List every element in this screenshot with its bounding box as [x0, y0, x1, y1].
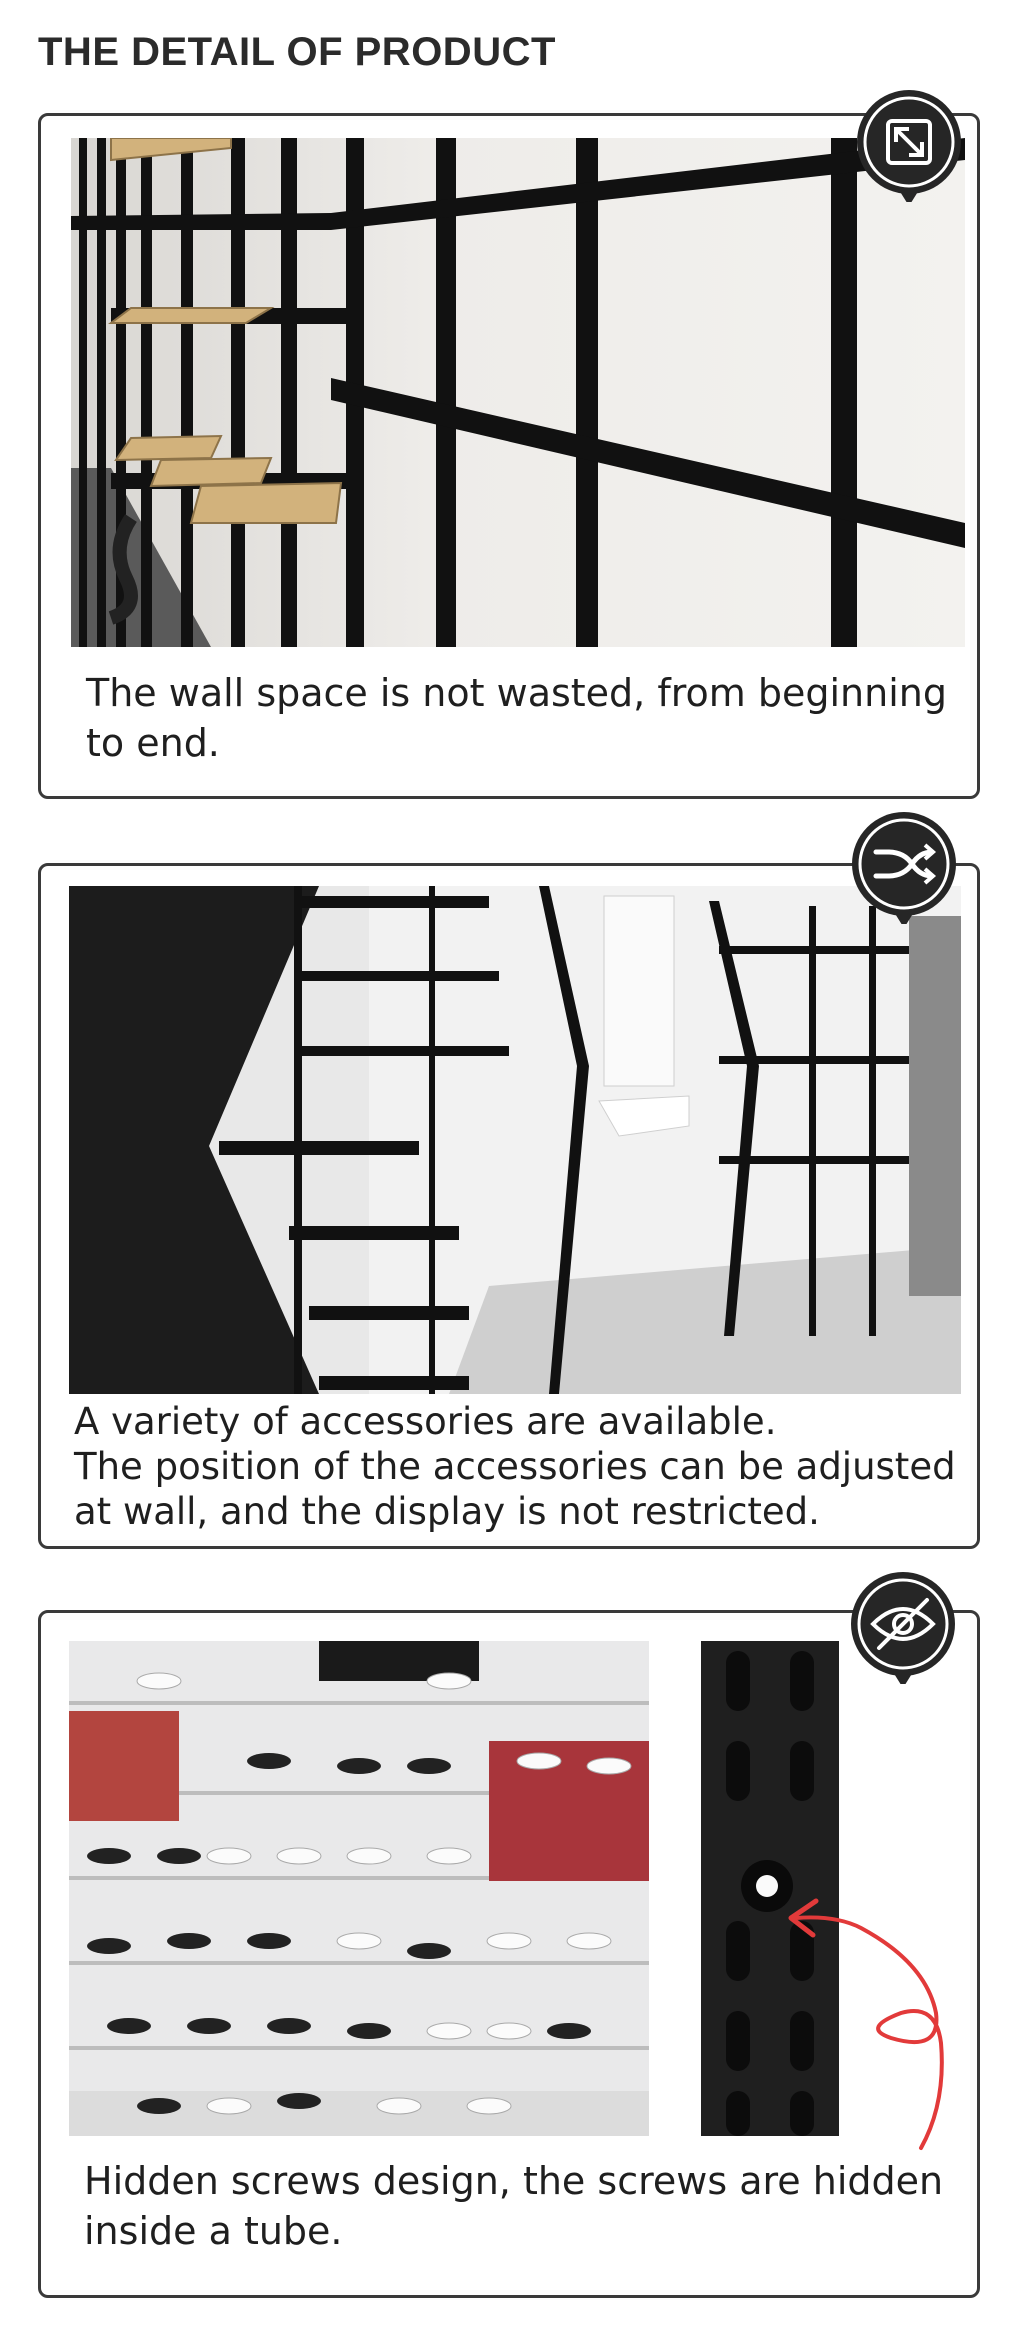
hidden-eye-icon [847, 1572, 959, 1684]
section-1-caption: The wall space is not wasted, from beginning to end. [86, 671, 947, 765]
expand-icon [853, 90, 965, 202]
wall-grid-rack-photo [71, 138, 965, 647]
section-2-caption: A variety of accessories are available. The position of the accessories can be adjusted at wall, and the display is not restricted. [74, 1400, 956, 1533]
shelf-accessories-photo [69, 886, 961, 1394]
shuffle-icon [848, 812, 960, 924]
page-title: THE DETAIL OF PRODUCT [38, 30, 556, 74]
detail-card-2 [38, 863, 980, 1549]
detail-card-1 [38, 113, 980, 799]
section-3-caption: Hidden screws design, the screws are hidden inside a tube. [84, 2159, 944, 2253]
pointer-arrow-icon [761, 1863, 981, 2163]
detail-card-3 [38, 1610, 980, 2298]
shoe-store-wall-photo [69, 1641, 649, 2136]
